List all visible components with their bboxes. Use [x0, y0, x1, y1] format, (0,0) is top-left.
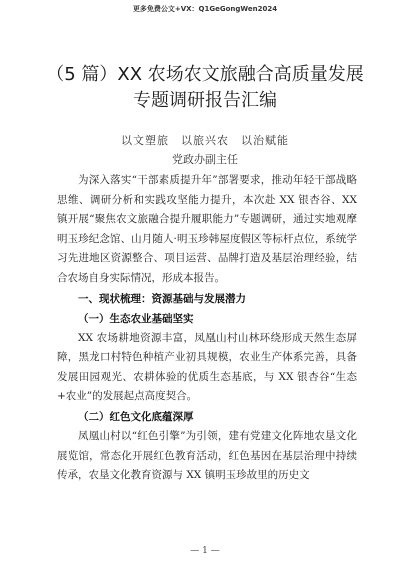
document-title [20, 62, 390, 114]
document-body [57, 171, 357, 486]
subsection-heading-1: （一）生态农业基础坚实 [78, 312, 194, 325]
intro-paragraph: 为深入落实“干部素质提升年”部署要求，推动年轻干部战略思维、调研分析和实践攻坚能力提升，本次赴 XX 银杏谷、XX 镇开展“聚焦农文旅融合提升履职能力”专题调研，通过实地观摩明玉珍纪念馆、山月随人·明玉珍韩屋度假区等标杆点位，系统学习先进地区资源整合、项目运营、品牌打造及基层治理经验，结合农场自身实际情况，形成本报告。 [57, 174, 357, 284]
slogan: 以文塑旅 以旅兴农 以治赋能 [121, 134, 289, 147]
title-line-1: （5 篇）XX 农场农文旅融合高质量发展 [46, 64, 364, 85]
author-line: 党政办副主任 [172, 153, 238, 166]
subsection-paragraph-2: 凤凰山村以“红色引擎”为引领，建有党建文化阵地农垦文化展览馆，常态化开展红色教育活动，红色基因在基层治理中持续传承，农垦文化教育资源与 XX 镇明玉珍故里的历史文 [57, 429, 357, 482]
section-heading-1: 一、现状梳理：资源基础与发展潜力 [78, 292, 246, 305]
promo-banner: 更多免费公文+VX：Q1GeGongWen2024 [132, 5, 278, 13]
subsection-paragraph-1: XX 农场耕地资源丰富，凤凰山村山林环绕形成天然生态屏障，黑龙口村特色种植产业初具规模，农业生产体系完善，具备发展田园观光、农耕体验的优质生态基底，与 XX 银杏谷“生态+农业”的发展起点高度契合。 [57, 331, 357, 403]
page-number: — 1 — [190, 546, 220, 556]
title-line-2: 专题调研报告汇编 [133, 90, 277, 111]
subsection-heading-2: （二）红色文化底蕴深厚 [78, 410, 194, 423]
